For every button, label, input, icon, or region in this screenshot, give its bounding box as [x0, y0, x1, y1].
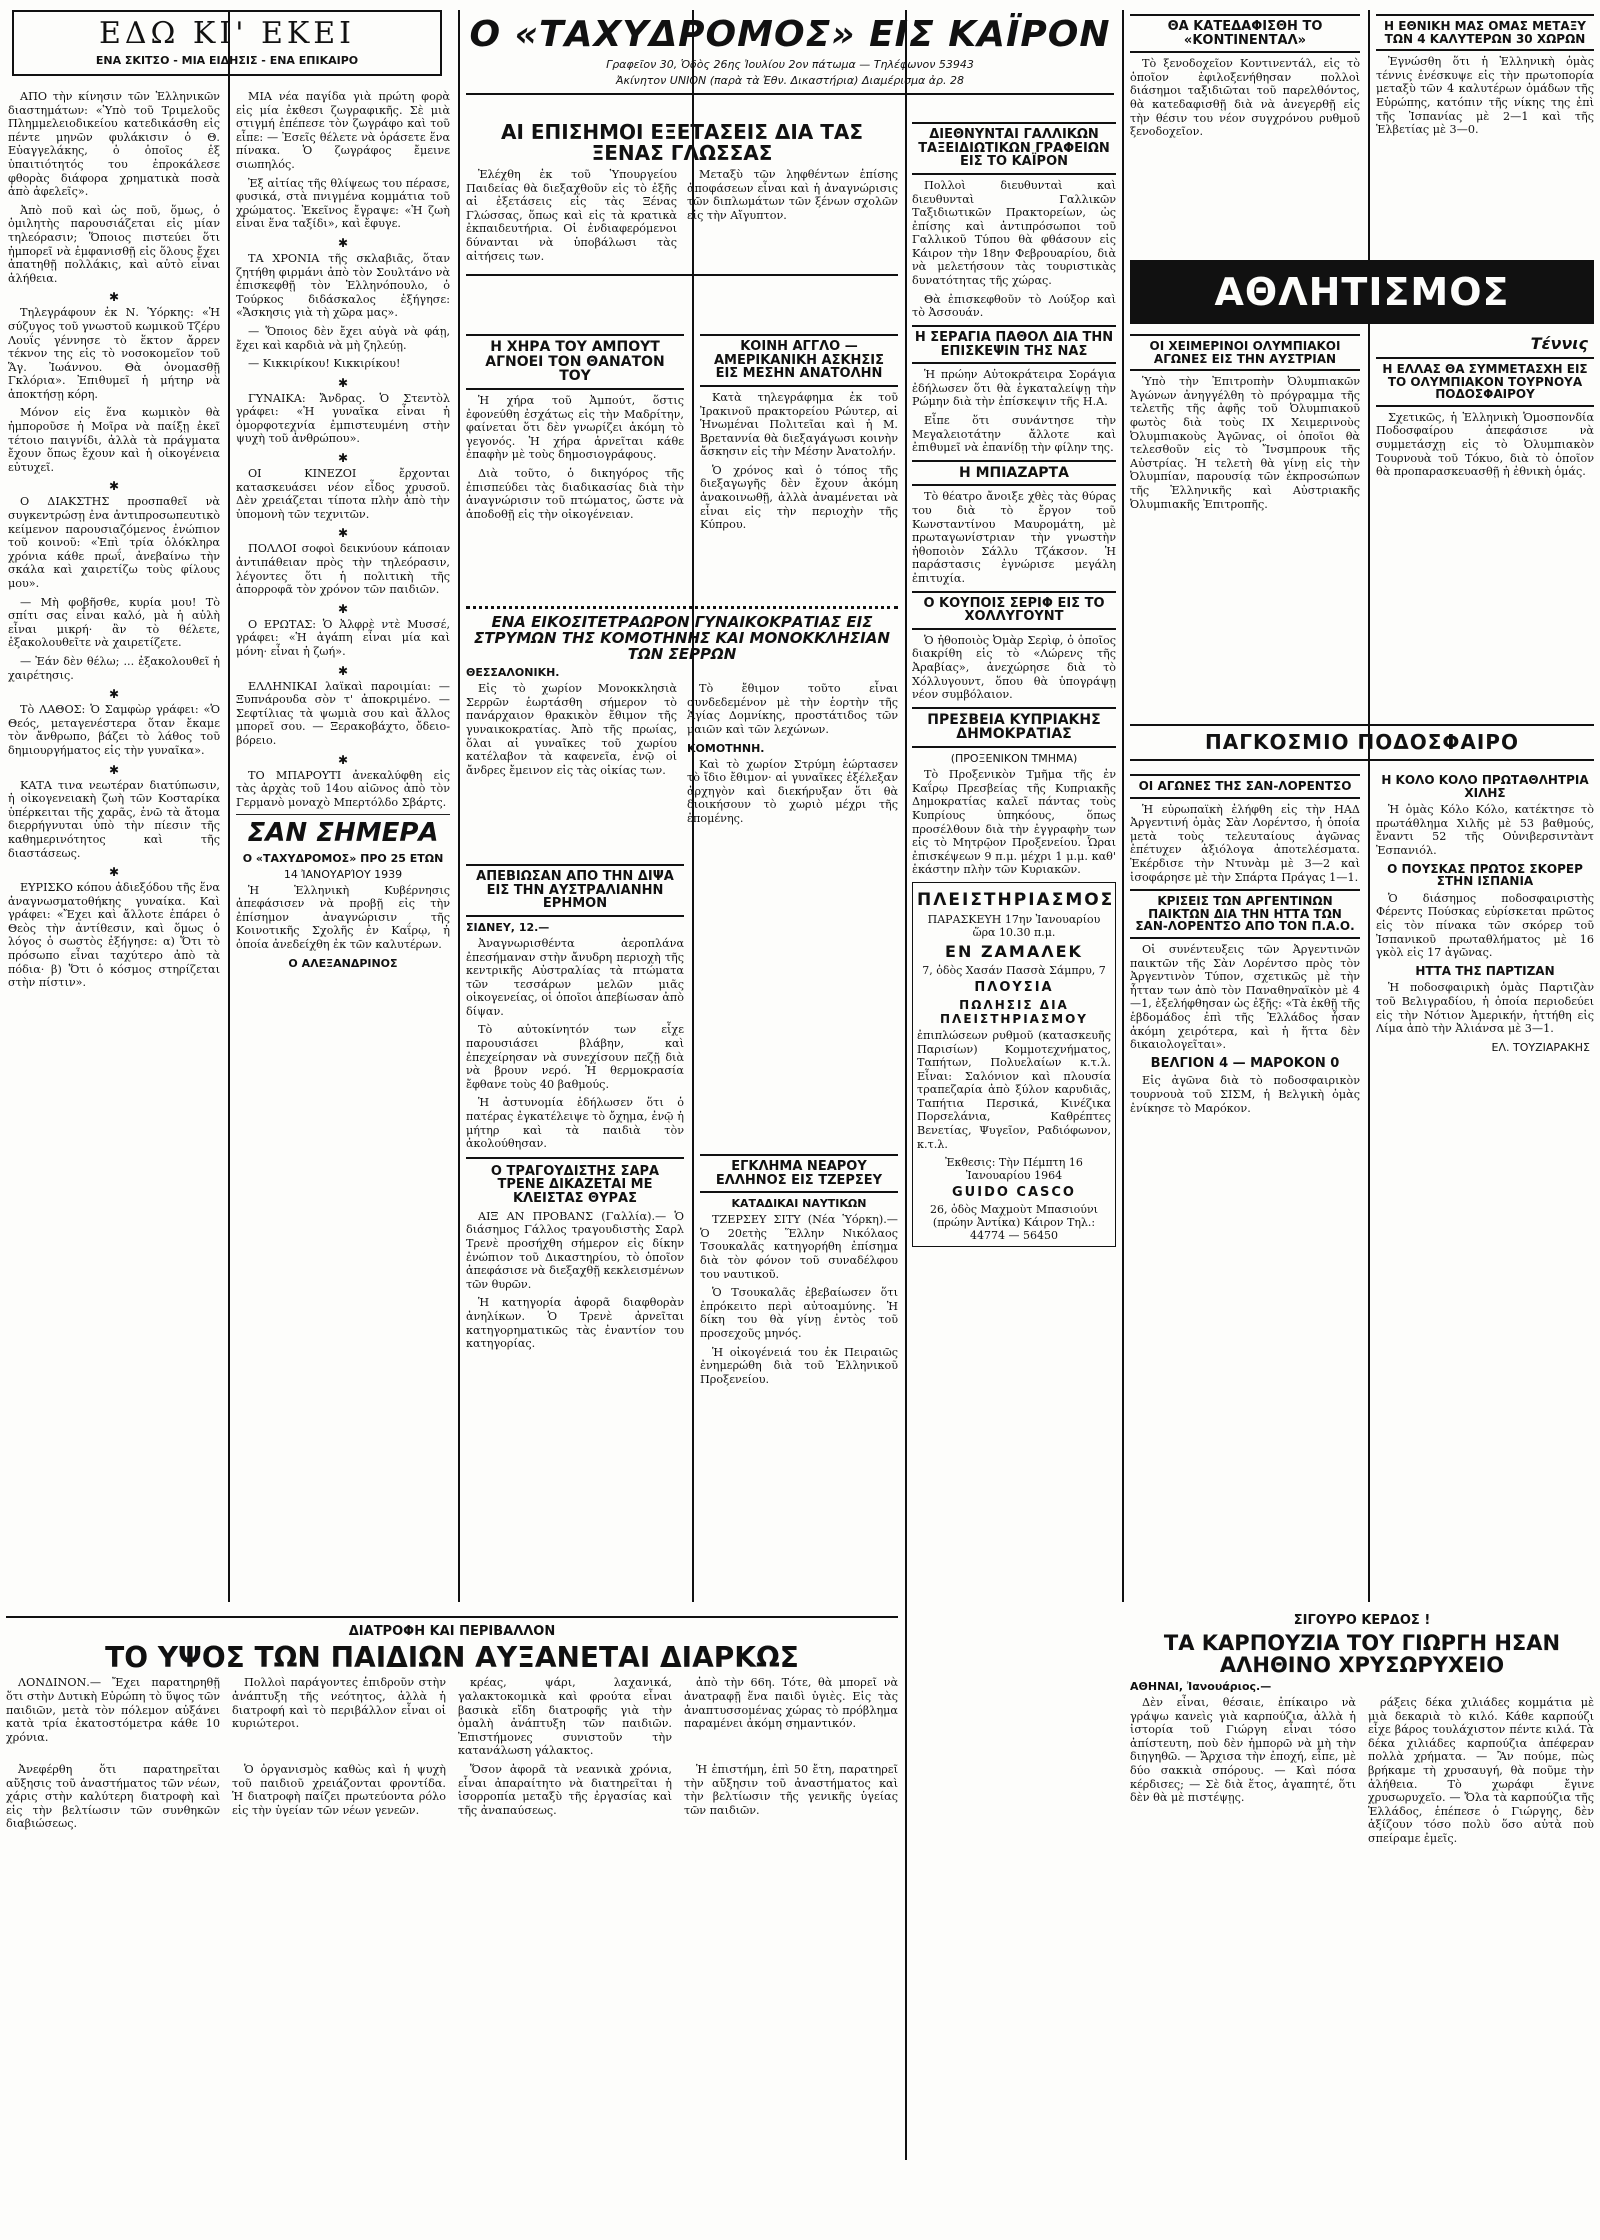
belgio-headline: ΒΕΛΓΙΟΝ 4 — ΜΑΡΟΚΟΝ 0	[1150, 1055, 1340, 1071]
sara-paragraph: Ἡ κατηγορία ἀφορᾶ διαφθορὰν ἀνηλίκων. Ὁ Τρενὲ ἀρνεῖται κατηγορηματικῶς τὰς ἐναντίον του κατηγορίας.	[466, 1296, 684, 1351]
san-simera-text: Ἡ Ἑλληνικὴ Κυβέρνησις ἀπεφάσισεν νὰ προβῇ εἰς τὴν ἐπίσημον ἀναγνώρισιν τῆς Κοινοτικῆς Σχολῆς ἐν Καΐρῳ, ἡ ὁποία ἀνεδείχθη ἐκ τῶν καλυτέρων.	[236, 883, 450, 952]
serail-headline: Η ΣΕΡΑΓΙΑ ΠΑΘΟΛ ΔΙΑ ΤΗΝ ΕΠΙΣΚΕΨΙΝ ΤΗΣ ΝΑΣ	[912, 325, 1116, 364]
exams-headline: ΑΙ ΕΠΙΣΗΜΟΙ ΕΞΕΤΑΣΕΙΣ ΔΙΑ ΤΑΣ ΞΕΝΑΣ ΓΛΩΣΣΑΣ	[500, 120, 864, 165]
koini-paragraph: Ὁ χρόνος καὶ ὁ τόπος τῆς διεξαγωγῆς δὲν ἔχουν ἀκόμη ἀνακοινωθῇ, ἀλλὰ ἀναμένεται νὰ εἶναι εἰς τὴν περιοχὴν τῆς Κύπρου.	[700, 463, 898, 532]
edo-ki-ekei-title: ΕΔΩ ΚΙ' ΕΚΕΙ	[98, 16, 356, 51]
strymon-article	[466, 600, 898, 831]
separator-star: ✱	[337, 752, 349, 767]
edo-paragraph: ΑΠΟ τὴν κίνησιν τῶν Ἑλληνικῶν διαστημάτων: «Ὑπὸ τοῦ Τριμελοῦς Πλημμελειοδικείου κατεδικάσθη εἰς πέντε μηνῶν φυλάκισιν ὁ Θ. Εὐαγγελάκης, ὁ ὁποῖος ἐξ ὑπαιτιότητός του ἐπροκάλεσε φθορὰς διάφορα χρηματικὰ ποσὰ ἀπὸ ἀφελεῖς».	[8, 90, 220, 199]
krisis-paragraph: Οἱ συνέντευξεις τῶν Ἀργεντινῶν παικτῶν τῆς Σὰν Λορέντσο πρὸς τὸν Ἀργεντινὸν Τύπον, σχετικῶς μὲ τὴν ἧτταν των ἀπὸ τὸν Παναθηναϊκὸν μὲ 4—1, ἐξελήφθησαν ὡς ἐξῆς: «Τὰ ἐκθῇ τῆς ἑβδομάδος ἐπὶ τῆς Ἑλλάδος ἦσαν ἀκόμη χειρότερα, καὶ ἡ ἥττα δὲν δικαιολογεῖται».	[1130, 942, 1360, 1052]
strymon-paragraph: Καὶ τὸ χωρίον Στρύμη ἑώρτασεν τὸ ἴδιο ἔθιμον· αἱ γυναῖκες ἐξέλεξαν ἀρχηγὸν καὶ διεκήρυξαν ὅτι θὰ διοικήσουν τὸ χωριὸ μέχρι τῆς ἐπομένης.	[687, 757, 898, 825]
edo-paragraph: ΟΙ ΚΙΝΕΖΟΙ ἔρχονται κατασκευάσει νέον εἶδος χρυσοῦ. Δὲν χρειάζεται τίποτα πλὴν ἀπὸ τὴν ὑπομονὴ τῶν τεχνιτῶν.	[236, 467, 450, 521]
sanremo-paragraph: Ἡ εὐρωπαϊκὴ ἐλήφθη εἰς τὴν ΗΑΔ Ἀργεντινή ὁμὰς Σὰν Λορέντσο, ἡ ὁποία μετὰ τοὺς τελευταίους ἀγῶνας ἐπέτυχεν ἀξιόλογα ἀποτελέσματα. Ἐκέρδισε τὴν Ντυνὰμ μὲ 3—2 καὶ ἰσοφάρησε μὲ τὴν Σπάρτα Πράγας 1—1.	[1130, 802, 1360, 884]
exams-article	[466, 118, 898, 282]
continental-headline: ΘΑ ΚΑΤΕΔΑΦΙΣΘΗ ΤΟ «ΚΟΝΤΙΝΕΝΤΑΛ»	[1130, 14, 1360, 53]
widow-paragraph: Ἡ χήρα τοῦ Ἀμπούτ, ὅστις ἐφονεύθη ἐσχάτως εἰς τὴν Μαδρίτην, φαίνεται ὅτι δὲν γνωρίζει ἀκόμη τὸ γεγονός. Ἡ χήρα ἀρνεῖται κάθε ἐπαφὴν μὲ τοὺς δημοσιογράφους.	[466, 394, 684, 462]
edo-paragraph: ΠΟΛΛΟΙ σοφοὶ δεικνύουν κάποιαν ἀντιπάθειαν πρὸς τὴν τηλεόρασιν, λέγοντες ὅτι ἡ πολιτικὴ τῆς ἀπορροφᾶ τὸν χρόνον τῶν παιδιῶν.	[236, 542, 450, 597]
tennis-headline: Η ΕΘΝΙΚΗ ΜΑΣ ΟΜΑΣ ΜΕΤΑΞΥ ΤΩΝ 4 ΚΑΛΥΤΕΡΩΝ 30 ΧΩΡΩΝ	[1376, 14, 1594, 51]
belgio-paragraph: Εἰς ἀγῶνα διὰ τὸ ποδοσφαιρικὸν τουρνουὰ τοῦ ΣΙΣΜ, ἡ Βελγικὴ ὁμὰς ἐνίκησε τὸ Μαρόκον.	[1130, 1074, 1360, 1115]
separator-star: ✱	[108, 290, 120, 305]
diet-article	[6, 1610, 898, 2210]
auction-rich: ΠΛΟΥΣΙΑ	[974, 979, 1054, 995]
diet-paragraph: Ἡ ἐπιστήμη, ἐπὶ 50 ἔτη, παρατηρεῖ τὴν αὔξησιν τοῦ ἀναστήματος καὶ τὴν βελτίωσιν τῆς γενικῆς ὑγείας τῶν παιδιῶν.	[684, 1762, 898, 1817]
olympic-headline: ΟΙ ΧΕΙΜΕΡΙΝΟΙ ΟΛΥΜΠΙΑΚΟΙ ΑΓΩΝΕΣ ΕΙΣ ΤΗΝ ΑΥΣΤΡΙΑΝ	[1130, 334, 1360, 371]
center-column-2	[700, 330, 898, 600]
football-column-1	[1130, 770, 1360, 1630]
edo-column-1	[8, 90, 220, 1600]
diet-paragraph: κρέας, ψάρι, λαχανικά, γαλακτοκομικὰ καὶ φρούτα εἶναι βασικὰ εἴδη διατροφῆς γιὰ τὴν ὁμαλὴ ἀνάπτυξη τῶν παιδιῶν. Ἐπιστήμονες συνιστοῦν τὴν κατανάλωση γάλακτος.	[458, 1676, 672, 1758]
auction-date: ΠΑΡΑΣΚΕΥΗ 17ην Ἰανουαρίου ὥρα 10.30 π.μ.	[927, 912, 1101, 939]
continental-article	[1130, 10, 1360, 250]
edo-paragraph: ΤΑ ΧΡΟΝΙΑ τῆς σκλαβιᾶς, ὅταν ζητήθη φιρμάνι ἀπὸ τὸν Σουλτάνο νὰ ἐπισκεφθῇ τὸν Ἑλληνόπουλο, ὁ Τούρκος διδάσκαλος ἐξήγησε: «Ἄσκησις γιὰ τὴ χῶρα μας».	[236, 251, 450, 320]
edo-paragraph: — Ὅποιος δὲν ἔχει αὐγὰ νὰ φάῃ, ἔχει καὶ καρδιὰ νὰ μὴ ζηλεύῃ.	[236, 324, 450, 352]
dipsa-paragraph: Ἡ ἀστυνομία ἐδήλωσεν ὅτι ὁ πατέρας ἐγκατέλειψε τὸ ὄχημα, ἐνῷ ἡ μήτηρ καὶ τὰ παιδιὰ τὸν ἀκολούθησαν.	[466, 1096, 684, 1151]
strymon-paragraph: Τὸ ἔθιμον τοῦτο εἶναι συνδεδεμένον μὲ τὴν ἑορτὴν τῆς Ἁγίας Δομνίκης, προστάτιδος τῶν μαιῶν καὶ τῶν λεχώνων.	[687, 682, 898, 737]
sports-signature: ΕΛ. ΤΟΥΖΙΑΡΑΚΗΣ	[1491, 1040, 1590, 1054]
koini-paragraph: Κατὰ τηλεγράφημα ἐκ τοῦ Ἰρακινοῦ πρακτορείου Ρώυτερ, αἱ Ἡνωμέναι Πολιτεῖαι καὶ ἡ Μ. Βρεταννία θὰ διεξαγάγωσι κοινὴν ἄσκησιν εἰς τὴν Μέσην Ἀνατολήν.	[700, 390, 898, 459]
tennis-block-top	[1376, 10, 1594, 250]
edo-paragraph: — Ἐάν δὲν θέλω; ... ἐξακολουθεῖ ἡ χαιρέτησις.	[8, 654, 220, 682]
diet-paragraph: Ὅσον ἀφορᾶ τὰ νεανικὰ χρόνια, εἶναι ἀπαραίτητο νὰ διατηρεῖται ἡ ἰσορροπία μεταξὺ τῆς ἐργασίας καὶ τῆς ἀναπαύσεως.	[458, 1762, 672, 1817]
edo-paragraph: ΓΥΝΑΙΚΑ: Ἄνδρας. Ὁ Στεντὸλ γράφει: «Ἡ γυναῖκα εἶναι ἡ ὀμορφοτεχνία ἐμπιστευμένη στὴν ψυχὴ τοῦ ἀνθρώπου».	[236, 391, 450, 446]
tzersey-paragraph: ΤΖΕΡΣΕΥ ΣΙΤΥ (Νέα Ὑόρκη).— Ὁ 20ετὴς Ἕλλην Νικόλαος Τσουκαλᾶς κατηγορήθη ἐπίσημα διὰ τὸν φόνον τοῦ συναδέλφου του ναυτικοῦ.	[700, 1213, 898, 1281]
separator-star: ✱	[337, 601, 349, 616]
widow-headline: Η ΧΗΡΑ ΤΟΥ ΑΜΠΟΥΤ ΑΓΝΟΕΙ ΤΟΝ ΘΑΝΑΤΟΝ ΤΟΥ	[466, 334, 684, 390]
diet-headline: ΤΟ ΥΨΟΣ ΤΩΝ ΠΑΙΔΙΩΝ ΑΥΞΑΝΕΤΑΙ ΔΙΑΡΚΩΣ	[105, 1641, 799, 1674]
edo-ki-ekei-header	[12, 10, 442, 76]
exams-paragraph: Μεταξὺ τῶν ληφθέντων ἐπίσης ἀποφάσεων εἶναι καὶ ἡ ἀναγνώρισις τῶν διπλωμάτων τῶν ξένων σχολῶν εἰς τὴν Αἴγυπτον.	[687, 168, 898, 222]
tzersey-subtitle: ΚΑΤΑΔΙΚΑΙ ΝΑΥΤΙΚΩΝ	[731, 1197, 867, 1211]
masthead-address: Γραφεῖον 30, Ὁδὸς 26ης Ἰουλίου 2ον πάτωμα — Τηλέφωνον 53943	[606, 58, 974, 71]
taxidiotika-headline: ΔΙΕΘΝΥΝΤΑΙ ΓΑΛΛΙΚΩΝ ΤΑΞΕΙΔΙΩΤΙΚΩΝ ΓΡΑΦΕΙΩΝ ΕΙΣ ΤΟ ΚΑΪΡΟΝ	[912, 122, 1116, 175]
strymon-dateline: ΘΕΣΣΑΛΟΝΙΚΗ.	[466, 666, 560, 680]
strymon-paragraph: Εἰς τὸ χωρίον Μονοκκλησιὰ Σερρῶν ἑωρτάσθη σήμερον τὸ πανάρχαιον θρακικὸν ἔθιμον τῆς γυναικοκρατίας. Ἀπὸ τῆς πρωίας, ὅλαι αἱ γυναῖκες τοῦ χωρίου κατέλαβον τὰ καφενεῖα, ἐνῷ οἱ ἄνδρες ἔμεινον εἰς τὰς οἰκίας των.	[466, 682, 677, 777]
auction-advertisement	[912, 882, 1116, 1247]
tennis-paragraph: Ἐγνώσθη ὅτι ἡ Ἑλληνικὴ ὁμὰς τέννις ἐνέσκυψε εἰς τὴν πρωτοπορία μεταξὺ τῶν 4 καλυτέρων ὁμάδων τῆς Εὐρώπης, κατόπιν τῆς νίκης της ἐπὶ τῆς Ἰσπανίας μὲ 2—1 καὶ τῆς Ἑλβετίας μὲ 3—0.	[1376, 55, 1594, 137]
taxidiotika-paragraph: Πολλοὶ διευθυνταὶ καὶ διευθυνταὶ Γαλλικῶν Ταξιδιωτικῶν Πρακτορείων, ὡς ἐπίσης καὶ ἀντιπρόσωποι τοῦ Γαλλικοῦ Τύπου θὰ φθάσουν εἰς Κάιρον τὴν 18ην Φεβρουαρίου, διὰ νὰ μελετήσουν τὰς τουριστικὰς δυνατότητας τῆς χώρας.	[912, 178, 1116, 288]
masthead-address-2: Ἀκίνητον UNION (παρὰ τὰ Ἐθν. Δικαστήρια) Διαμέρισμα ἀρ. 28	[615, 74, 965, 87]
strymon-dateline-2: ΚΟΜΟΤΗΝΗ.	[687, 741, 765, 755]
continental-paragraph: Τὸ ξενοδοχεῖον Κοντινεντάλ, εἰς τὸ ὁποῖον ἐφιλοξενήθησαν πολλοὶ διάσημοι ταξιδιῶται τοῦ παρελθόντος, θὰ κατεδαφισθῇ διὰ νὰ ἀνεγερθῇ εἰς τὴν θέσιν του νέον συγχρόνου ρυθμοῦ ξενοδοχεῖον.	[1130, 57, 1360, 139]
tzersey-paragraph: Ἡ οἰκογένειά του ἐκ Πειραιῶς ἐνημερώθη διὰ τοῦ Ἑλληνικοῦ Προξενείου.	[700, 1345, 898, 1386]
edo-paragraph: ΜΙΑ νέα παγίδα γιὰ πρώτη φορὰ εἰς μία ἐκθεσι ζωγραφικῆς. Σὲ μιὰ στιγμή ἐπέπεσε τὸν ζωγράφο καὶ τοῦ εἶπε: — Ἐσεῖς θέλετε νὰ ὁράσετε ἕνα πίνακα. Ὁ ζωγράφος ἔμεινε σιωπηλός.	[236, 90, 450, 171]
presvia-headline: ΠΡΕΣΒΕΙΑ ΚΥΠΡΙΑΚΗΣ ΔΗΜΟΚΡΑΤΙΑΣ	[912, 707, 1116, 748]
football-column-2	[1376, 770, 1594, 1630]
kolo-paragraph: Ἡ ὁμὰς Κόλο Κόλο, κατέκτησε τὸ πρωτάθλημα Χιλῆς μὲ 53 βαθμούς, ἔναντι 52 τῆς Οὐνιβερσιντὰντ Ἐσπανιόλ.	[1376, 803, 1594, 857]
edo-paragraph: Τηλεγράφουν ἐκ Ν. Ὑόρκης: «Ἡ σύζυγος τοῦ γνωστοῦ κωμικοῦ Τζέρυ Λουΐς γέννησε τὸ ἕκτον ἄρρεν τέκνον της εἰς τὸ νοσοκομεῖον τοῦ Ἅγ. Ἰωάννου. Θὰ ὀνομασθῇ Γκλόρια». Ἐπιθυμεῖ ἡ μήτηρ νὰ ἀποκτήσῃ κόρη.	[8, 306, 220, 401]
taxidiotika-paragraph: Θὰ ἐπισκεφθοῦν τὸ Λούξορ καὶ τὸ Ἀσσουάν.	[912, 292, 1116, 320]
edo-paragraph: Ἀπὸ ποῦ καὶ ὡς ποῦ, ὅμως, ὁ ὁμιλητὴς παρουσιάζεται εἰς μίαν τηλεόρασιν; Ὅποιος πιστεύει ὅτι ἠμπορεῖ νὰ ἐμφανισθῇ εἰς ὅλους ἔχει ἀπατηθῇ πολλάκις, καὶ αὐτὸ εἶναι ἀλήθεια.	[8, 203, 220, 285]
center-column-2-lower	[700, 1150, 898, 1602]
san-simera-date: 14 ἸΑΝΟΥΑΡΊΟΥ 1939	[283, 867, 403, 881]
george-paragraph: ράξεις δέκα χιλιάδες κομμάτια μὲ μιὰ δεκαριὰ τὸ κιλό. Κάθε καρπούζι εἶχε βάρος τουλάχιστον πέντε κιλά. Τὰ δέκα χιλιάδες καρπούζια ἀπέφεραν πολλὰ χρήματα. — Ἂν πούμε, πὼς βρήκαμε τὴ χρυσαυγή, θὰ ποῦμε τὴν ἀλήθεια. Τὸ χωράφι ἔγινε χρυσωρυχεῖο. — Ὄλα τὰ καρπούζια τῆς Ἑλλάδος, ἐπέπεσε ὁ Γιώργης, δὲν ἀξίζουν τόσο πολὺ ὅσο αὐτὰ ποὺ σπείραμε ἐμεῖς.	[1368, 1696, 1594, 1846]
auction-address: 7, ὁδὸς Χασάν Πασσὰ Σάμπρυ, 7	[922, 963, 1106, 977]
edo-paragraph: ΤΟ ΜΠΑΡΟΥΤΙ ἀνεκαλύφθη εἰς τὰς ἀρχὰς τοῦ 14ου αἰῶνος ἀπὸ τὸν Γερμανὸ μοναχὸ Μπερτόλδο Σβάρτς.	[236, 768, 450, 809]
sanremo-headline: ΟΙ ΑΓΩΝΕΣ ΤΗΣ ΣΑΝ-ΛΟΡΕΝΤΣΟ	[1130, 774, 1360, 799]
column-rule	[458, 10, 460, 1602]
masthead	[466, 10, 1114, 101]
san-simera-subtitle: Ο «ΤΑΧΥΔΡΟΜΟΣ» ΠΡΟ 25 ΕΤΩΝ	[242, 851, 444, 865]
sara-headline: Ο ΤΡΑΓΟΥΔΙΣΤΗΣ ΣΑΡΑ ΤΡΕΝΕ ΔΙΚΑΖΕΤΑΙ ΜΕ ΚΛΕΙΣΤΑΣ ΘΥΡΑΣ	[490, 1163, 660, 1207]
george-paragraph: Δὲν εἶναι, θέσαιε, ἐπίκαιρο νὰ γράψω κανεὶς γιὰ καρπούζια, ἀλλὰ ἡ ἱστορία τοῦ Γιώργη εἶναι τόσο ἀπίστευτη, ποὺ δὲν ἠμπορῶ νὰ μὴ τὴν διηγηθῶ. — Ἄρχισα τὴν ἐποχή, εἶπε, μὲ δύο σακκιὰ σπόρους. — Καὶ πόσα κέρδισες; — Σὲ διὰ ἕτος, ἀγαπητέ, ὅτι δὲν θὰ μὲ πιστέψῃς.	[1130, 1696, 1356, 1805]
presvia-paragraph: Τὸ Προξενικὸν Τμῆμα τῆς ἐν Καΐρῳ Πρεσβείας τῆς Κυπριακῆς Δημοκρατίας καλεῖ πάντας τοὺς Κυπρίους ὑπηκόους, ὅπως προσέλθουν διὰ τὴν ἐγγραφὴν των εἰς τὸ Μητρῷον Προξενείου. Ὧραι ἐπισκέψεων 9 π.μ. μέχρι 1 μ.μ. καθ' ἑκάστην πλὴν τῶν Κυριακῶν.	[912, 768, 1116, 877]
auction-phone: 26, ὁδὸς Μαχμοὺτ Μπασιούνι (πρώην Ἀντίκα) Κάιρον Τηλ.: 44774 — 56450	[930, 1203, 1098, 1243]
diet-paragraph: Πολλοὶ παράγοντες ἐπιδροῦν στὴν ἀνάπτυξη τῆς νεότητος, ἀλλὰ ἡ διατροφή καὶ τὸ περιβάλλον εἶναι οἱ κυριώτεροι.	[232, 1676, 446, 1731]
edo-paragraph: Μόνον εἰς ἕνα κωμικὸν θὰ ἠμποροῦσε ἡ Μοῖρα νὰ παίξῃ ἐκεῖ τέτοιο παιγνίδι, ἀλλὰ τὰ πράγματα ἔχουν ὅπως ἔχουν καὶ ἡ οἰκογένεια εὐτυχεῖ.	[8, 406, 220, 474]
separator-star: ✱	[337, 235, 349, 250]
dipsa-headline: ΑΠΕΒΙΩΣΑΝ ΑΠΟ ΤΗΝ ΔΙΨΑ ΕΙΣ ΤΗΝ ΑΥΣΤΡΑΛΙΑΝΗΝ ΕΡΗΜΟΝ	[466, 864, 684, 917]
george-headline: ΤΑ ΚΑΡΠΟΥΖΙΑ ΤΟΥ ΓΙΩΡΓΗ ΗΣΑΝ ΑΛΗΘΙΝΟ ΧΡΥΣΩΡΥΧΕΙΟ	[1163, 1631, 1561, 1678]
column-rule	[1122, 10, 1124, 1602]
separator-star: ✱	[108, 762, 120, 777]
auction-place: ΕΝ ΖΑΜΑΛΕΚ	[945, 941, 1083, 961]
edo-column-2	[236, 90, 450, 1600]
separator-star: ✱	[108, 479, 120, 494]
edo-paragraph: — Κικκιρίκου! Κικκιρίκου!	[248, 357, 401, 371]
sherif-headline: Ο ΚΟΥΠΟΙΣ ΣΕΡΙΦ ΕΙΣ ΤΟ ΧΟΛΛΥΓΟΥΝΤ	[912, 591, 1116, 630]
tzersey-headline: ΕΓΚΛΗΜΑ ΝΕΑΡΟΥ ΕΛΛΗΝΟΣ ΕΙΣ ΤΖΕΡΣΕΥ	[700, 1154, 898, 1193]
column-five	[912, 118, 1116, 1602]
edo-paragraph: Τὸ ΛΑΘΟΣ: Ὁ Σαμφὼρ γράφει: «Ὁ Θεός, μεταγενέστερα ὅταν ἔκαμε τὸν ἄνθρωπο, βάζει τὸ λάθος τοῦ δημιουργήματος εἰς τὴν γυναῖκα».	[8, 703, 220, 757]
tzersey-paragraph: Ὁ Τσουκαλᾶς ἐβεβαίωσεν ὅτι ἐπρόκειτο περὶ αὐτοαμύνης. Ἡ δίκη του θὰ γίνῃ ἐντὸς τοῦ προσεχοῦς μηνός.	[700, 1286, 898, 1341]
edo-paragraph: ΕΛΛΗΝΙΚΑΙ λαϊκαὶ παροιμίαι: — Ξυπνάρουδα σὸν τ' ἀποκριμένο. — Σεφτίλιας τὰ ψωμιὰ σου καὶ ἄλλος μπορεῖ σου. — Ξερακοβάχτο, ὄδειο-βόρειο.	[236, 679, 450, 747]
sherif-paragraph: Ὁ ἠθοποιὸς Ὀμὰρ Σερὶφ, ὁ ὁποῖος διακρίθη εἰς τὸ «Λώρενς τῆς Ἀραβίας», ἀνεχώρησε διὰ τὸ Χόλλυγουντ, ὅπου θὰ ὑπογράψῃ νέον συμβόλαιον.	[912, 633, 1116, 702]
widow-paragraph: Διὰ τοῦτο, ὁ δικηγόρος τῆς ἐπισπεύδει τὰς διαδικασίας διὰ τὴν ἀναγνώρισιν τοῦ πτώματος, ὥστε νὰ ἀποδοθῇ εἰς τὴν οἰκογένειαν.	[466, 467, 684, 521]
presvia-subtitle: (ΠΡΟΞΕΝΙΚΟΝ ΤΜΗΜΑ)	[950, 752, 1078, 766]
auction-agent: GUIDO CASCO	[952, 1185, 1076, 1201]
edo-paragraph: ΚΑΤΑ τινα νεωτέραν διατύπωσιν, ἡ οἰκογενειακὴ ζωὴ τῶν Κοσταρίκα ὑπέρκειται τῆς χαρᾶς, ἐνῶ τὰ ἄτομα διερρήγνυται ὑπὸ τὴν πίεσιν τῆς καθημερινότητος καὶ τῆς διαστάσεως.	[8, 778, 220, 860]
serail-paragraph: Εἶπε ὅτι συνάντησε τὴν Μεγαλειοτάτην ἄλλοτε καὶ ἐπιθυμεῖ νὰ ἐπανίδῃ τὴν φίλην της.	[912, 413, 1116, 455]
auction-details: ἐπιπλώσεων ρυθμοῦ (κατασκευῆς Παρισίων) Κομμοτεχνήματος, Ταπήτων, Πολυελαίων κ.τ.λ. Εἶναι: Σαλόνιον καὶ πλουσία τραπεζαρία ἀπὸ ξύλον καρυδιᾶς, Ταπήτια Περσικά, Κινέζικα Πορσελάνια, Καθρέπτες Βενετίας, Ψυγεῖον, Ραδιόφωνον, κ.τ.λ.	[917, 1028, 1111, 1151]
separator-star: ✱	[108, 687, 120, 702]
athletics-banner: ΑΘΛΗΤΙΣΜΟΣ	[1130, 260, 1594, 324]
koini-headline: ΚΟΙΝΗ ΑΓΓΛΟ — ΑΜΕΡΙΚΑΝΙΚΗ ΑΣΚΗΣΙΣ ΕΙΣ ΜΕΣΗΝ ΑΝΑΤΟΛΗΝ	[700, 334, 898, 387]
separator-star: ✱	[337, 663, 349, 678]
dipsa-paragraph: Ἀναγνωρισθέντα ἀεροπλάνα ἐπεσήμαναν στὴν ἄνυδρη περιοχὴ τῆς κεντρικῆς Αὐστραλίας τὰ πτώματα τῶν τεσσάρων μελῶν μιᾶς οἰκογενείας, οἱ ὁποῖοι ἀπεβίωσαν ἀπὸ δίψαν.	[466, 936, 684, 1018]
exams-paragraph: Ἐλέχθη ἐκ τοῦ Ὑπουργείου Παιδείας θὰ διεξαχθοῦν εἰς τὸ ἐξῆς αἱ ἐξετάσεις εἰς τὰς Ξένας Γλώσσας, ὅπως καὶ εἰς τὰ κρατικὰ ἐκπαιδευτήρια. Οἱ ἐνδιαφερόμενοι δύνανται νὰ ὑποβάλωσι τὰς αἰτήσεις των.	[466, 168, 677, 263]
separator-star: ✱	[337, 375, 349, 390]
edo-paragraph: Ο ΔΙΑΚΣΤΗΣ προσπαθεῖ νὰ συγκεντρώσῃ ἐνα ἀντιπροσωπευτικὸ κείμενον παρουσιαζόμενος ἐνώπιον τοῦ κοινοῦ: «Ἐπὶ τρία ὁλόκληρα χρόνια κάθε πρωΐ, ἀνεβαίνω τὴν σκάλα καὶ χαιρετίζω τοὺς φίλους μου».	[8, 495, 220, 590]
athletics-section	[1130, 252, 1594, 332]
partizan-paragraph: Ἡ ποδοσφαιρικὴ ὁμὰς Παρτιζὰν τοῦ Βελιγραδίου, ἡ ὁποία περιοδεύει εἰς τὴν Νότιον Ἀμερικήν, ἡττήθη εἰς Λίμα ἀπὸ τὴν Ἀλιάνσα μὲ 3—1.	[1376, 981, 1594, 1036]
football-banner: ΠΑΓΚΟΣΜΙΟ ΠΟΔΟΣΦΑΙΡΟ	[1130, 724, 1594, 761]
edo-ki-ekei-section	[6, 10, 448, 76]
krisis-headline: ΚΡΙΣΕΙΣ ΤΩΝ ΑΡΓΕΝΤΙΝΩΝ ΠΑΙΚΤΩΝ ΔΙΑ ΤΗΝ ΗΤΤΑ ΤΩΝ ΣΑΝ-ΛΟΡΕΝΤΣΟ ΑΠΟ ΤΟΝ Π.Α.Ο.	[1130, 889, 1360, 939]
auction-title: ΠΛΕΙΣΤΗΡΙΑΣΜΟΣ	[917, 889, 1115, 910]
column-rule	[905, 10, 907, 2160]
separator-star: ✱	[337, 526, 349, 541]
dipsa-paragraph: Τὸ αὐτοκίνητόν των εἶχε παρουσιάσει βλάβην, καὶ ἐπεχείρησαν νὰ συνεχίσουν πεζῇ διὰ νὰ βρουν νερό. Ἡ θερμοκρασία ἔφθανε τοὺς 40 βαθμούς.	[466, 1023, 684, 1091]
separator-star: ✱	[108, 865, 120, 880]
scorer-paragraph: Ὁ διάσημος ποδοσφαιριστὴς Φέρεντς Πούσκας εὑρίσκεται πρῶτος εἰς τὸν πίνακα τῶν σκόρερ τοῦ Ἰσπανικοῦ πρωταθλήματος μὲ 16 γκὸλ εἰς 17 ἀγῶνας.	[1376, 891, 1594, 960]
dipsa-dateline: ΣΙΔΝΕΥ, 12.—	[466, 920, 550, 934]
separator-star: ✱	[337, 451, 349, 466]
edo-paragraph: — Μὴ φοβῆσθε, κυρία μου! Τὸ σπίτι σας εἶναι καλό, μὰ ἡ αὐλὴ εἶναι μικρή· ἂν τὸ θέλετε, ἐξακολουθεῖτε νὰ χαιρετίζετε.	[8, 595, 220, 650]
edo-paragraph: Ο ΕΡΩΤΑΣ: Ὁ Ἀλφρὲ ντὲ Μυσσέ, γράφει: «Ἡ ἀγάπη εἶναι μία καὶ μόνη· εἶναι ἡ ζωή».	[236, 617, 450, 658]
scorer-headline: Ο ΠΟΥΣΚΑΣ ΠΡΩΤΟΣ ΣΚΟΡΕΡ ΣΤΗΝ ΙΣΠΑΝΙΑ	[1387, 861, 1583, 889]
kolo-headline: Η ΚΟΛΟ ΚΟΛΟ ΠΡΩΤΑΘΛΗΤΡΙΑ ΧΙΛΗΣ	[1381, 773, 1589, 800]
serail-paragraph: Ἡ πρώην Αὐτοκράτειρα Σοράγια ἐδήλωσεν ὅτι θὰ ἐγκαταλείψῃ τὴν Ρώμην διὰ τὴν ἐπίσκεψιν τῆς Η.Α.	[912, 368, 1116, 409]
diet-paragraph: ἀπὸ τὴν 66η. Τότε, θὰ μπορεῖ νὰ ἀνατραφῇ ἕνα παιδὶ ὑγιὲς. Εἰς τὰς ἀναπτυσσομένας χώρας τὸ πρόβλημα παραμένει ἀκόμη σημαντικόν.	[684, 1676, 898, 1731]
biazarta-headline: Η ΜΠΙΑΖΑΡΤΑ	[912, 460, 1116, 487]
auction-exhibition: Ἐκθεσις: Τὴν Πέμπτη 16 Ἰανουαρίου 1964	[945, 1156, 1083, 1183]
george-dateline: ΑΘΗΝΑΙ, Ἰανουάριος.—	[1130, 1680, 1272, 1694]
olympic-paragraph: Ὑπὸ τὴν Ἐπιτροπὴν Ὀλυμπιακῶν Ἀγώνων ἀνηγγέλθη τὸ πρόγραμμα τῆς τελετῆς τῆς ἀφῆς τοῦ Ὀλυμπιακοῦ φωτὸς διὰ τοὺς IX Χειμερινοὺς Ὀλυμπιακοὺς Ἀγῶνας, οἱ ὁποῖοι θὰ τελεσθοῦν εἰς τὸ Ἴνσμπρουκ τῆς Αὐστρίας. Ἡ τελετὴ θὰ γίνῃ εἰς τὴν Ὀλυμπίαν, παρουσίᾳ τῶν ἐκπροσώπων τῆς Ἑλληνικῆς καὶ Αὐστριακῆς Ὀλυμπιακῆς Ἐπιτροπῆς.	[1130, 375, 1360, 511]
auction-sale: ΠΩΛΗΣΙΣ ΔΙΑ ΠΛΕΙΣΤΗΡΙΑΣΜΟΥ	[940, 997, 1088, 1026]
edo-ki-ekei-subtitle: ΕΝΑ ΣΚΙΤΣΟ - ΜΙΑ ΕΙΔΗΣΙΣ - ΕΝΑ ΕΠΙΚΑΙΡΟ	[95, 54, 359, 67]
edo-paragraph: Ἐξ αἰτίας τῆς θλίψεως του πέρασε, φυσικά, στὰ πνιγμένα κομμάτια τοῦ χρώματος. Ἐκεῖνος ἔγραψε: «Ἡ ζωὴ εἶναι ἕνα ταξίδι», καὶ ἔφυγε.	[236, 176, 450, 231]
sara-paragraph: ΑΙΞ ΑΝ ΠΡΟΒΑΝΣ (Γαλλία).— Ὁ διάσημος Γάλλος τραγουδιστὴς Σαρλ Τρενὲ προσήχθη σήμερον εἰς δίκην ἐνώπιον τοῦ Δικαστηρίου, τὸ ὁποῖον ἀπεφάσισε νὰ διεξαχθῇ κεκλεισμένων τῶν θυρῶν.	[466, 1209, 684, 1291]
george-label: ΣΙΓΟΥΡΟ ΚΕΡΔΟΣ !	[1293, 1613, 1431, 1628]
strymon-headline: ΕΝΑ ΕΙΚΟΣΙΤΕΤΡΑΩΡΟΝ ΓΥΝΑΙΚΟΚΡΑΤΙΑΣ ΕΙΣ ΣΤΡΥΜΩΝ ΤΗΣ ΚΟΜΟΤΗΝΗΣ ΚΑΙ ΜΟΝΟΚΚΛΗΣΙΑΝ ΤΩΝ ΣΕΡΡΩΝ	[474, 613, 890, 663]
biazarta-paragraph: Τὸ θέατρο ἄνοιξε χθὲς τὰς θύρας του διὰ τὸ ἔργον τοῦ Κωνσταντίνου Μαυρομάτη, μὲ πρωταγωνίστριαν τὴν γνωστὴν ἠθοποιὸν Σάλλυ Τζάκσον. Ἡ παράστασις ἐγνώρισε μεγάλη ἐπιτυχία.	[912, 490, 1116, 585]
column-rule	[1368, 10, 1370, 1602]
column-rule	[228, 10, 230, 1602]
symmetasis-paragraph: Σχετικῶς, ἡ Ἑλληνικὴ Ὁμοσπονδία Ποδοσφαίρου ἀπεφάσισε νὰ συμμετάσχῃ εἰς τὸ Ὀλυμπιακὸν Τουρνουὰ τοῦ Τόκυο, διὰ τὸ ὁποῖον θὰ προπαρασκευασθῇ ἡ ἐθνικὴ ὁμάς.	[1376, 410, 1594, 479]
diet-paragraph: ΛΟΝΔΙΝΟΝ.— Ἔχει παρατηρηθῇ ὅτι στὴν Δυτικὴ Εὐρώπη τὸ ὕψος τῶν παιδιῶν, μετὰ τὸν πόλεμον αὐξάνει κατὰ τρία ἑκατοστόμετρα κάθε 10 χρόνια.	[6, 1676, 220, 1744]
tennis-label: Τέννις	[1530, 334, 1588, 353]
sports-column-2	[1376, 330, 1594, 730]
diet-label: ΔΙΑΤΡΟΦΗ ΚΑΙ ΠΕΡΙΒΑΛΛΟΝ	[348, 1624, 556, 1639]
george-article	[1130, 1610, 1594, 2210]
san-simera-signature: Ο ΑΛΕΞΑΝΔΡΙΝΟΣ	[288, 956, 398, 970]
diet-paragraph: Ὁ ὀργανισμὸς καθὼς καὶ ἡ ψυχὴ τοῦ παιδιοῦ χρειάζονται φροντίδα. Ἡ διατροφὴ παίζει πρωτεύοντα ρόλο εἰς τὴν ὑγείαν τῶν νέων γενεῶν.	[232, 1762, 446, 1817]
edo-paragraph: ΕΥΡΙΣΚΟ κόπου ἀδιεξόδου τῆς ἕνα ἀναγνωσματοθήκης γυναίκα. Καὶ γράφει: «Ἔχει καὶ ἄλλοτε ἐπάρει ὁ Θεὸς τὴν ἀντίθεσιν, καὶ ὅμως ὁ λόγος ὁ σωστὸς ἐξήγησε: α) Ὅτι τὸ πρόσωπο εἶναι ταχύτερο ἀπὸ τὰ πόδια· β) Ὅτι ὁ κόσμος στηρίζεται στὴν πίστιν».	[8, 881, 220, 990]
san-simera-title: ΣΑΝ ΣΗΜΕΡΑ	[247, 818, 439, 849]
symmetasis-headline: Η ΕΛΛΑΣ ΘΑ ΣΥΜΜΕΤΑΣΧΗ ΕΙΣ ΤΟ ΟΛΥΜΠΙΑΚΟΝ ΤΟΥΡΝΟΥΑ ΠΟΔΟΣΦΑΙΡΟΥ	[1376, 357, 1594, 407]
masthead-title: Ο «ΤΑΧΥΔΡΟΜΟΣ» ΕΙΣ ΚΑΪΡΟΝ	[469, 14, 1111, 55]
diet-paragraph: Ἀνεφέρθη ὅτι παρατηρεῖται αὔξησις τοῦ ἀναστήματος τῶν νέων, χάρις στὴν καλύτερη διατροφὴ καὶ εἰς τὴν βελτίωσιν τῶν συνθηκῶν διαβιώσεως.	[6, 1762, 220, 1831]
football-section	[1130, 720, 1594, 765]
center-column-1-lower	[466, 860, 684, 1602]
partizan-headline: ΗΤΤΑ ΤΗΣ ΠΑΡΤΙΖΑΝ	[1415, 963, 1555, 978]
